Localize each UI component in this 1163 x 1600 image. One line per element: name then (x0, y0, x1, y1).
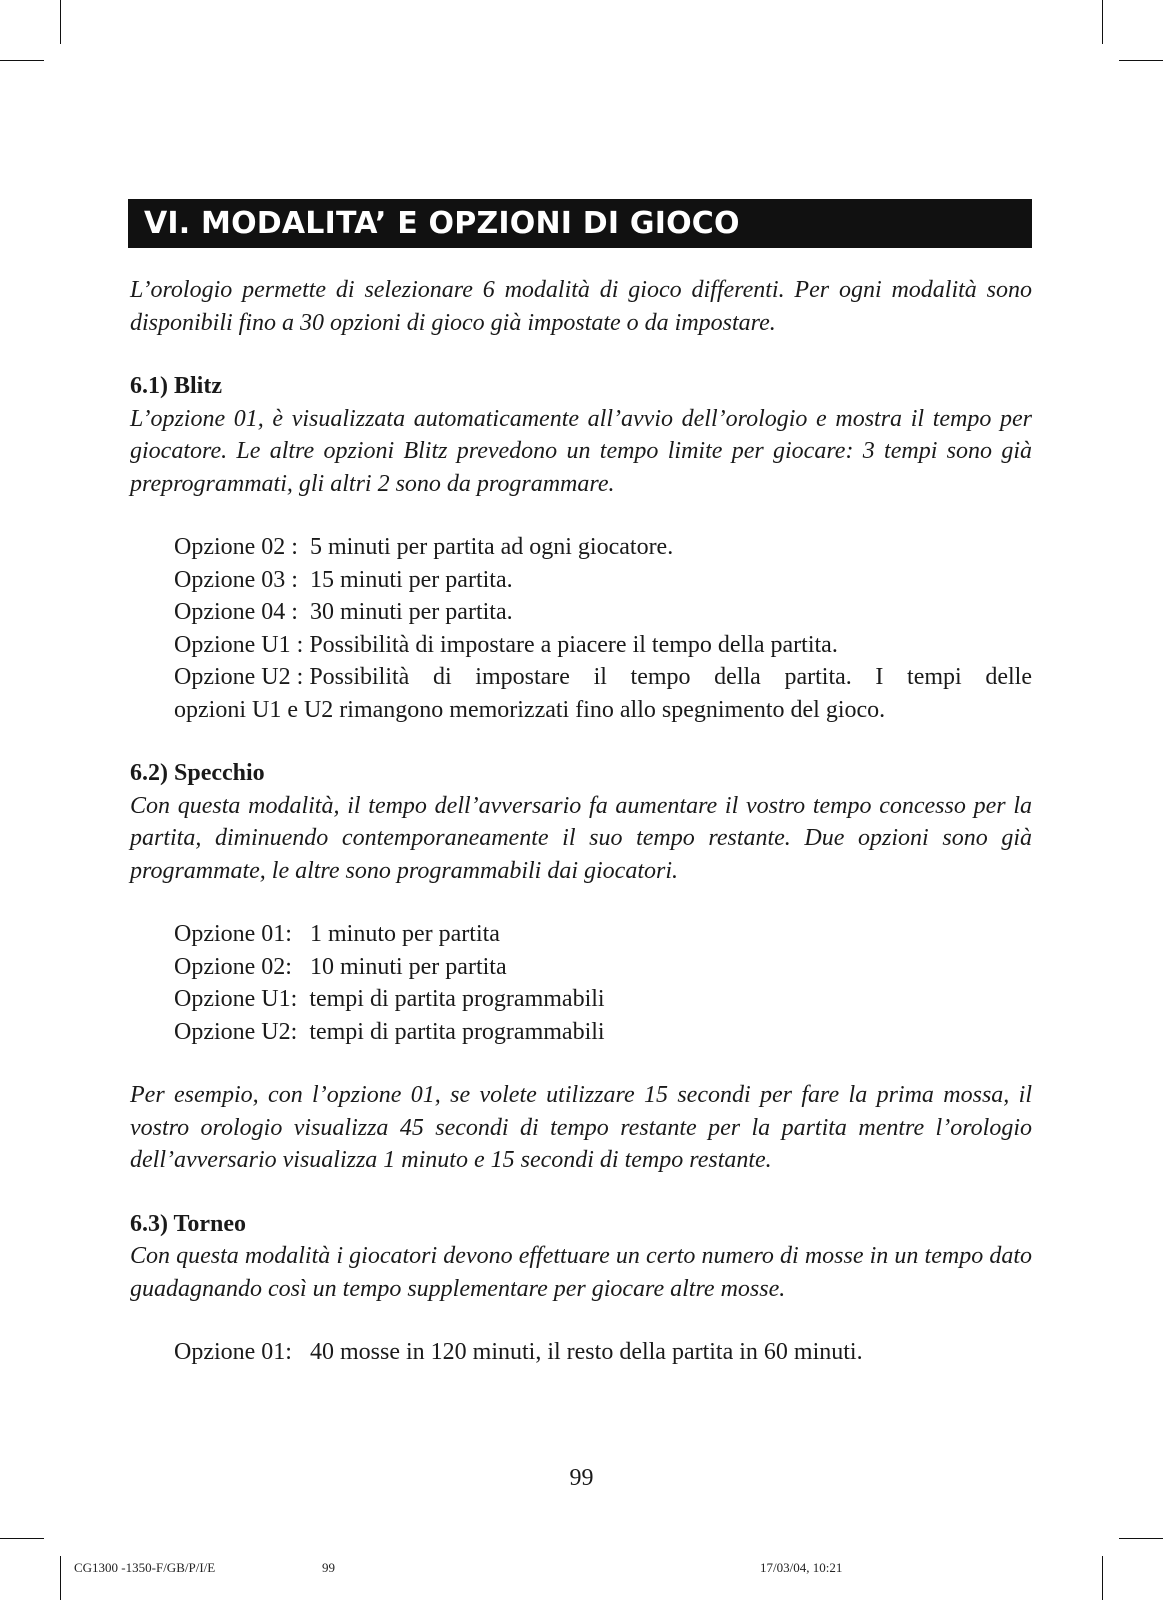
page-number: 99 (569, 1465, 594, 1491)
option-text: 15 minuti per partita. (309, 566, 513, 593)
option-text: 10 minuti per partita (309, 953, 507, 980)
option-label: Opzione 04 : (174, 599, 310, 625)
crop-mark (1102, 1556, 1103, 1600)
page-content (130, 274, 1032, 1369)
heading-blitz: 6.1) Blitz (130, 373, 222, 399)
option-text: tempi di partita programmabili (309, 1018, 605, 1045)
option-row (174, 1016, 1032, 1049)
option-label: Opzione 02 : (174, 534, 310, 560)
option-row (174, 983, 1032, 1016)
example-paragraph: Per esempio, con l’opzione 01, se volete utilizzare 15 secondi per fare la prima mossa, il vostro orologio visualizza 45 secondi di tempo restante per la partita mentre l’orologio dell’avversario visualizza 1 minuto e 15 secondi di tempo restante. (130, 1082, 1032, 1173)
torneo-options (130, 1336, 1032, 1369)
specchio-options (130, 918, 1032, 1048)
specchio-paragraph: Con questa modalità, il tempo dell’avversario fa aumentare il vostro tempo concesso per la partita, diminuendo contemporaneamente il suo tempo restante. Due opzioni sono già programmate, le altre sono programmabili dai giocatori. (130, 792, 1032, 884)
option-text: 1 minuto per partita (309, 921, 500, 947)
blitz-options (130, 531, 1032, 726)
torneo-paragraph: Con questa modalità i giocatori devono effettuare un certo numero di mosse in un tempo dato guadagnando così un tempo supplementare per giocare altre mosse. (130, 1243, 1032, 1302)
heading-torneo: 6.3) Torneo (130, 1210, 247, 1237)
blitz-paragraph: L’opzione 01, è visualizzata automaticamente all’avvio dell’orologio e mostra il tempo per giocatore. Le altre opzioni Blitz prevedono un tempo limite per giocare: 3 tempi sono già preprogrammati, gli altri 2 sono da programmare. (130, 405, 1032, 497)
option-row (174, 596, 1032, 629)
footer-datetime: 17/03/04, 10:21 (760, 1560, 843, 1575)
option-label: Opzione 01: (174, 921, 310, 947)
option-row (174, 564, 1032, 597)
option-row (174, 661, 1032, 694)
crop-mark (1119, 60, 1163, 61)
option-label: Opzione U2: (174, 1018, 310, 1045)
option-row (174, 531, 1032, 564)
footer-page: 99 (322, 1560, 335, 1575)
heading-specchio: 6.2) Specchio (130, 760, 265, 786)
option-label: Opzione U1 : (174, 631, 310, 658)
footer-code: CG1300 -1350-F/GB/P/I/E (74, 1560, 216, 1575)
option-text: tempi di partita programmabili (309, 986, 605, 1012)
option-label: Opzione 03 : (174, 566, 310, 593)
option-label: Opzione 01: (174, 1339, 310, 1365)
crop-mark (0, 1538, 44, 1539)
crop-mark (60, 0, 61, 44)
option-text: 5 minuti per partita ad ogni giocatore. (309, 534, 674, 560)
option-row (174, 918, 1032, 951)
option-label: Opzione 02: (174, 953, 310, 980)
intro-paragraph: L’orologio permette di selezionare 6 modalità di gioco differenti. Per ogni modalità sono disponibili fino a 30 opzioni di gioco già impostate o da impostare. (130, 277, 1032, 336)
option-text: Possibilità di impostare a piacere il tempo della partita. (309, 631, 838, 658)
crop-mark (0, 60, 44, 61)
option-label: Opzione U1: (174, 986, 310, 1012)
option-row (174, 951, 1032, 984)
crop-mark (1119, 1538, 1163, 1539)
option-row (174, 629, 1032, 662)
option-continuation: opzioni U1 e U2 rimangono memorizzati fino allo spegnimento del gioco. (174, 696, 886, 723)
option-text: 40 mosse in 120 minuti, il resto della partita in 60 minuti. (309, 1339, 863, 1365)
section-title: VI. MODALITA’ E OPZIONI DI GIOCO (128, 199, 1032, 248)
crop-mark (60, 1556, 61, 1600)
crop-mark (1102, 0, 1103, 44)
option-text: Possibilità di impostare il tempo della partita. I tempi delle (309, 664, 1032, 690)
option-text: 30 minuti per partita. (309, 599, 513, 625)
option-label: Opzione U2 : (174, 664, 310, 690)
option-row (174, 1336, 1032, 1369)
